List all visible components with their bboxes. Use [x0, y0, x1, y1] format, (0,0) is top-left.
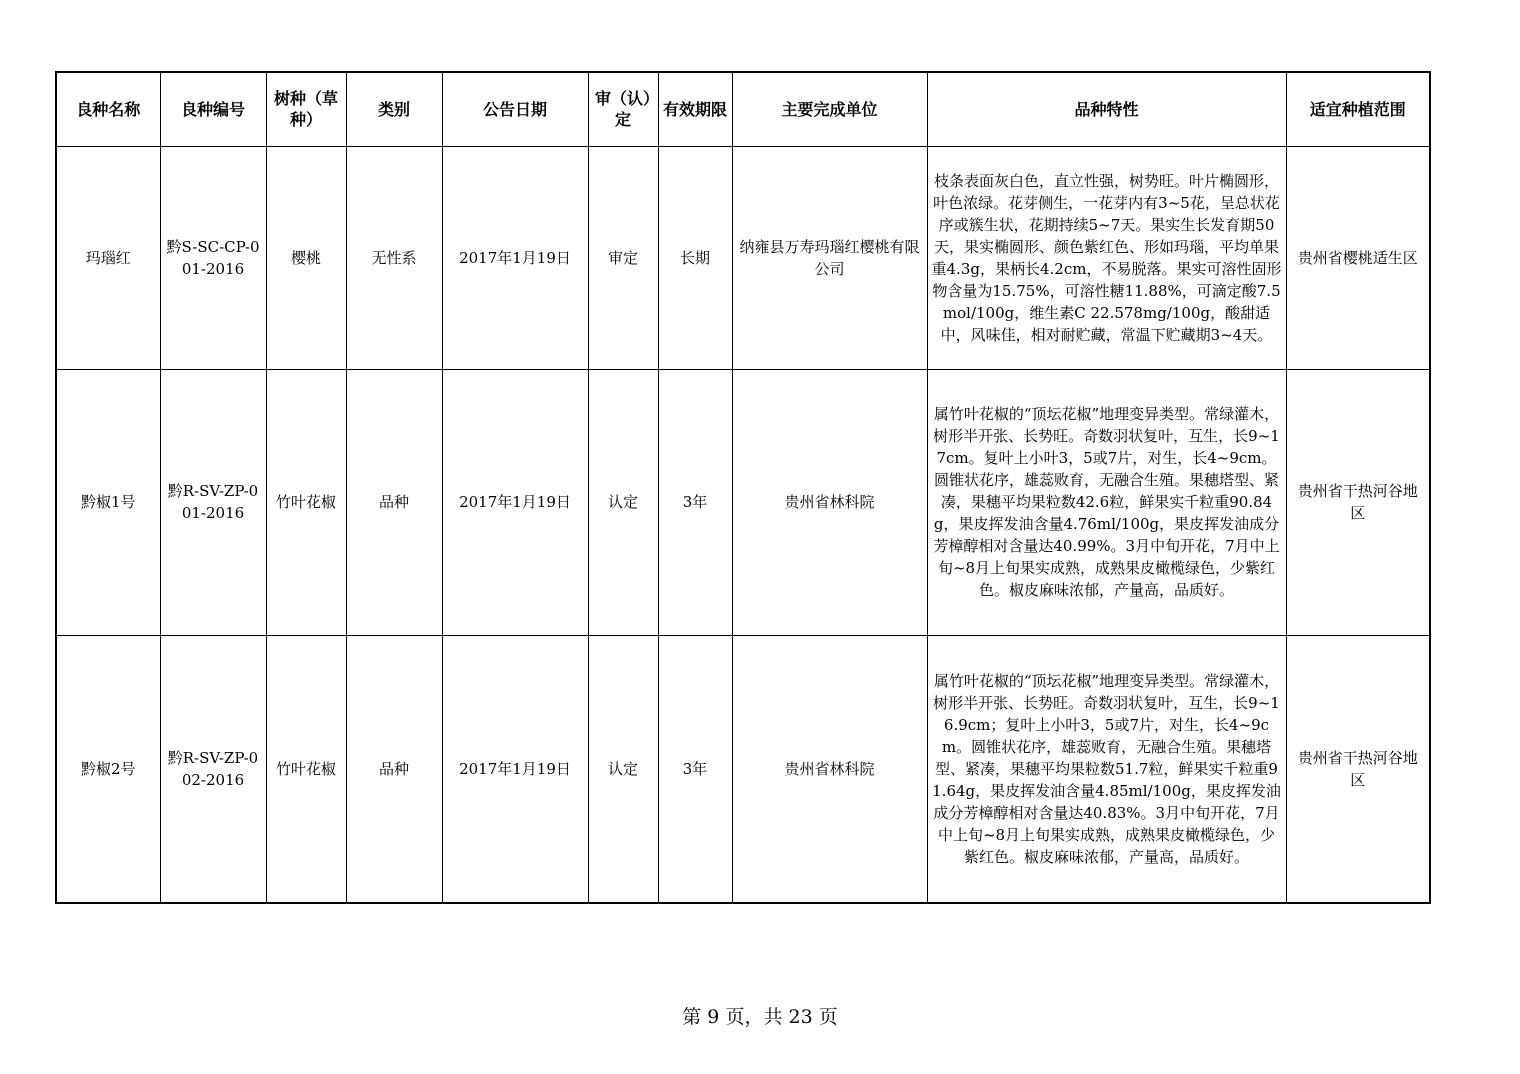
- header-code: 良种编号: [160, 72, 266, 146]
- table-row: [56, 369, 1430, 635]
- cell-region: 贵州省干热河谷地区: [1286, 635, 1430, 903]
- cell-region: 贵州省干热河谷地区: [1286, 369, 1430, 635]
- page-label-mid: 页，共: [725, 1006, 783, 1028]
- header-validity: 有效期限: [658, 72, 732, 146]
- cell-unit: 贵州省林科院: [732, 369, 927, 635]
- cell-validity: 3年: [658, 635, 732, 903]
- cell-traits: 属竹叶花椒的“顶坛花椒”地理变异类型。常绿灌木，树形半开张、长势旺。奇数羽状复叶，互生，长9~17cm。复叶上小叶3，5或7片，对生，长4~9cm。圆锥状花序，雄蕊败育，无融合生殖。果穗塔型、紧凑，果穗平均果粒数42.6粒，鲜果实千粒重90.84g，果皮挥发油含量4.76ml/100g，果皮挥发油成分芳樟醇相对含量达40.99%。3月中旬开花，7月中上旬~8月上旬果实成熟，成熟果皮橄榄绿色，少紫红色。椒皮麻味浓郁，产量高，品质好。: [927, 369, 1286, 635]
- cell-category: 无性系: [346, 146, 442, 369]
- page-label-pre: 第: [682, 1006, 702, 1028]
- cell-date: 2017年1月19日: [442, 369, 588, 635]
- table-header-row: [56, 72, 1430, 146]
- cell-category: 品种: [346, 635, 442, 903]
- cell-species: 竹叶花椒: [266, 369, 346, 635]
- cell-name: 黔椒1号: [56, 369, 160, 635]
- cell-approval: 认定: [588, 369, 658, 635]
- cell-date: 2017年1月19日: [442, 635, 588, 903]
- cell-name: 玛瑙红: [56, 146, 160, 369]
- page-current: 9: [707, 1006, 720, 1028]
- header-category: 类别: [346, 72, 442, 146]
- table-row: [56, 635, 1430, 903]
- cell-species: 竹叶花椒: [266, 635, 346, 903]
- header-unit: 主要完成单位: [732, 72, 927, 146]
- table-row: [56, 146, 1430, 369]
- cell-code: 黔S-SC-CP-001-2016: [160, 146, 266, 369]
- page-total: 23: [788, 1006, 813, 1028]
- cell-validity: 长期: [658, 146, 732, 369]
- cell-traits: 枝条表面灰白色，直立性强，树势旺。叶片椭圆形，叶色浓绿。花芽侧生，一花芽内有3~5花，呈总状花序或簇生状，花期持续5~7天。果实生长发育期50天，果实椭圆形、颜色紫红色、形如玛瑙，平均单果重4.3g，果柄长4.2cm，不易脱落。果实可溶性固形物含量为15.75%，可溶性糖11.88%，可滴定酸7.5mol/100g，维生素C 22.578mg/100g，酸甜适中，风味佳，相对耐贮藏，常温下贮藏期3~4天。: [927, 146, 1286, 369]
- cell-approval: 认定: [588, 635, 658, 903]
- cell-code: 黔R-SV-ZP-002-2016: [160, 635, 266, 903]
- header-species: 树种（草种）: [266, 72, 346, 146]
- header-name: 良种名称: [56, 72, 160, 146]
- cell-unit: 贵州省林科院: [732, 635, 927, 903]
- variety-table: [55, 71, 1431, 904]
- cell-name: 黔椒2号: [56, 635, 160, 903]
- page-footer: [0, 1002, 1520, 1029]
- header-approval: 审（认）定: [588, 72, 658, 146]
- cell-species: 樱桃: [266, 146, 346, 369]
- cell-approval: 审定: [588, 146, 658, 369]
- header-region: 适宜种植范围: [1286, 72, 1430, 146]
- cell-validity: 3年: [658, 369, 732, 635]
- cell-unit: 纳雍县万寿玛瑙红樱桃有限公司: [732, 146, 927, 369]
- header-date: 公告日期: [442, 72, 588, 146]
- page-label-post: 页: [818, 1006, 838, 1028]
- cell-region: 贵州省樱桃适生区: [1286, 146, 1430, 369]
- cell-traits: 属竹叶花椒的“顶坛花椒”地理变异类型。常绿灌木，树形半开张、长势旺。奇数羽状复叶，互生，长9~16.9cm；复叶上小叶3，5或7片，对生，长4~9cm。圆锥状花序，雄蕊败育，无融合生殖。果穗塔型、紧凑，果穗平均果粒数51.7粒，鲜果实千粒重91.64g，果皮挥发油含量4.85ml/100g，果皮挥发油成分芳樟醇相对含量达40.83%。3月中旬开花，7月中上旬~8月上旬果实成熟，成熟果皮橄榄绿色，少紫红色。椒皮麻味浓郁，产量高，品质好。: [927, 635, 1286, 903]
- cell-code: 黔R-SV-ZP-001-2016: [160, 369, 266, 635]
- header-traits: 品种特性: [927, 72, 1286, 146]
- cell-category: 品种: [346, 369, 442, 635]
- cell-date: 2017年1月19日: [442, 146, 588, 369]
